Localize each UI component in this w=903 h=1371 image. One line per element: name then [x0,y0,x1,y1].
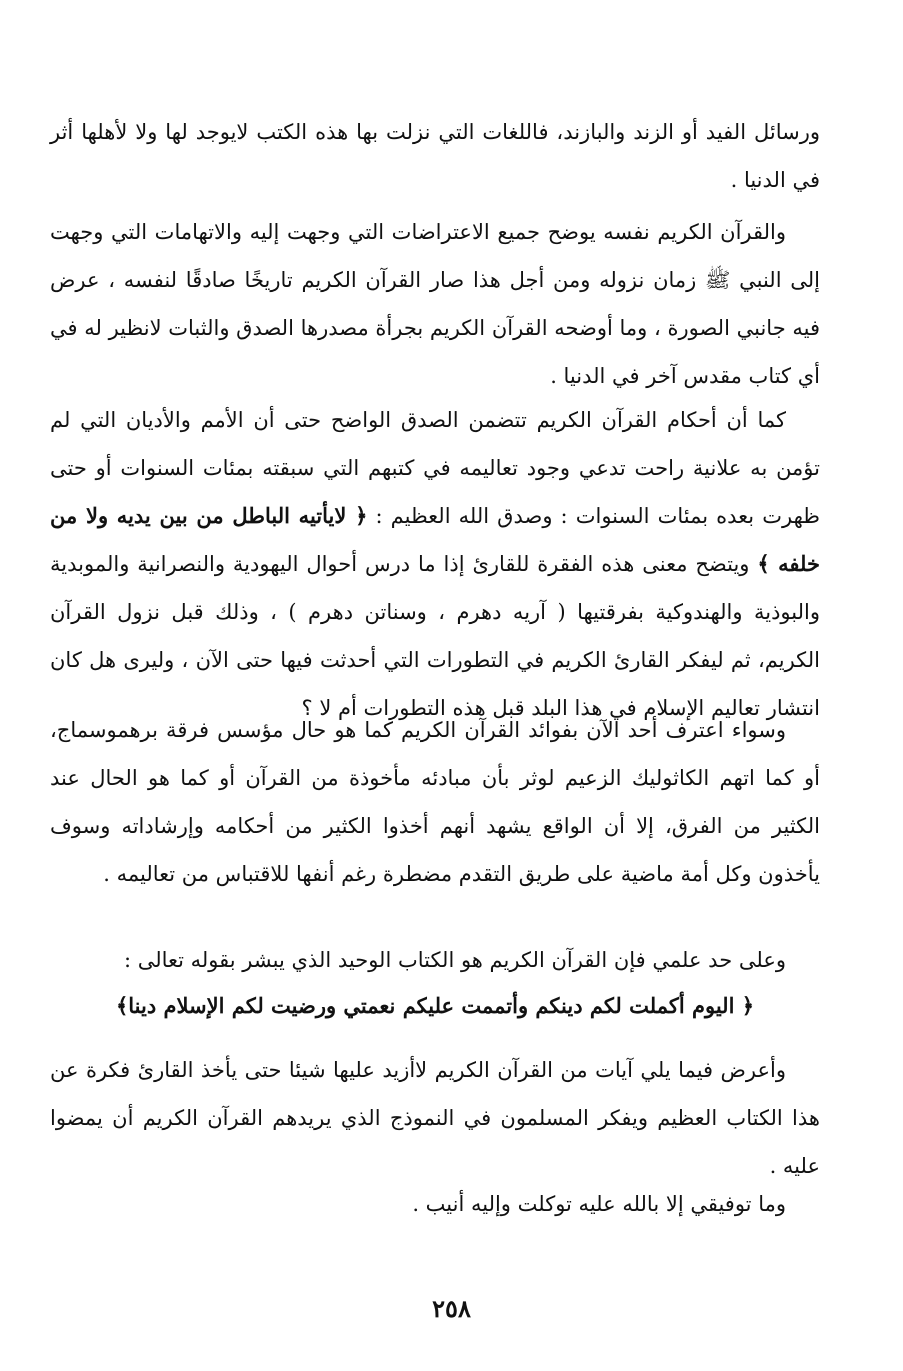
paragraph-3-intro: كما أن أحكام القرآن الكريم تتضمن الصدق الواضح حتى أن الأمم والأديان التي لم تؤمن به علانية راحت تدعي وجود تعاليمه في كتبهم التي سبقته بمئات السنوات أو حتى ظهرت بعده بمئات السنوات : وصدق الله العظيم : [50,408,820,528]
paragraph-5 [50,936,820,984]
paragraph-3-text [50,396,820,732]
paragraph-6-text: وأعرض فيما يلي آيات من القرآن الكريم لاأزيد عليها شيئا حتى يأخذ القارئ فكرة عن هذا الكتاب العظيم ويفكر المسلمون في النموذج الذي يريدهم القرآن الكريم أن يمضوا عليه . [50,1058,820,1178]
paragraph-2-text: والقرآن الكريم نفسه يوضح جميع الاعتراضات التي وجهت إليه والاتهامات التي وجهت إلى النبي ﷺ زمان نزوله ومن أجل هذا صار القرآن الكريم تاريخًا صادقًا لنفسه ، عرض فيه جانبي الصورة ، وما أوضحه القرآن الكريم بجرأة مصدرها الصدق والثبات لانظير له في أي كتاب مقدس آخر في الدنيا . [50,220,820,388]
quran-verse-centered: ﴿ اليوم أكملت لكم دينكم وأتممت عليكم نعمتي ورضيت لكم الإسلام دينا﴾ [115,993,755,1018]
page-number: ٢٥٨ [432,1294,471,1323]
paragraph-4 [50,706,820,898]
paragraph-2 [50,208,820,400]
quran-verse-inline: ﴿ لايأتيه الباطل من بين يديه ولا من خلفه ﴾ [50,503,820,576]
paragraph-5-text: وعلى حد علمي فإن القرآن الكريم هو الكتاب الوحيد الذي يبشر بقوله تعالى : [123,948,786,972]
paragraph-4-text: وسواء اعترف أحد الآن بفوائد القرآن الكريم كما هو حال مؤسس فرقة برهموسماج، أو كما اتهم الكاثوليك الزعيم لوثر بأن مبادئه مأخوذة من القرآن أو كما هو الحال عند الكثير من الفرق، إلا أن الواقع يشهد أنهم أخذوا الكثير من أحكامه وإرشاداته وسوف يأخذون وكل أمة ماضية على طريق التقدم مضطرة رغم أنفها للاقتباس من تعاليمه . [50,718,820,886]
paragraph-6 [50,1046,820,1190]
paragraph-1 [50,108,820,204]
paragraph-3 [50,396,820,732]
paragraph-7-text: وما توفيقي إلا بالله عليه توكلت وإليه أنيب . [412,1192,786,1216]
paragraph-3-continuation: ويتضح معنى هذه الفقرة للقارئ إذا ما درس أحوال اليهودية والنصرانية والموبدية والبوذية والهندوكية بفرقتيها ( آريه دهرم ، وسناتن دهرم ) ، وذلك قبل نزول القرآن الكريم، ثم ليفكر القارئ الكريم في التطورات التي أحدثت فيها حتى الآن ، وليرى هل كان انتشار تعاليم الإسلام في هذا البلد قبل هذه التطورات أم لا ؟ [50,552,820,720]
paragraph-7 [50,1180,820,1228]
paragraph-1-text: ورسائل الفيد أو الزند والبازند، فاللغات التي نزلت بها هذه الكتب لايوجد لها ولا لأهلها أثر في الدنيا . [50,120,820,192]
